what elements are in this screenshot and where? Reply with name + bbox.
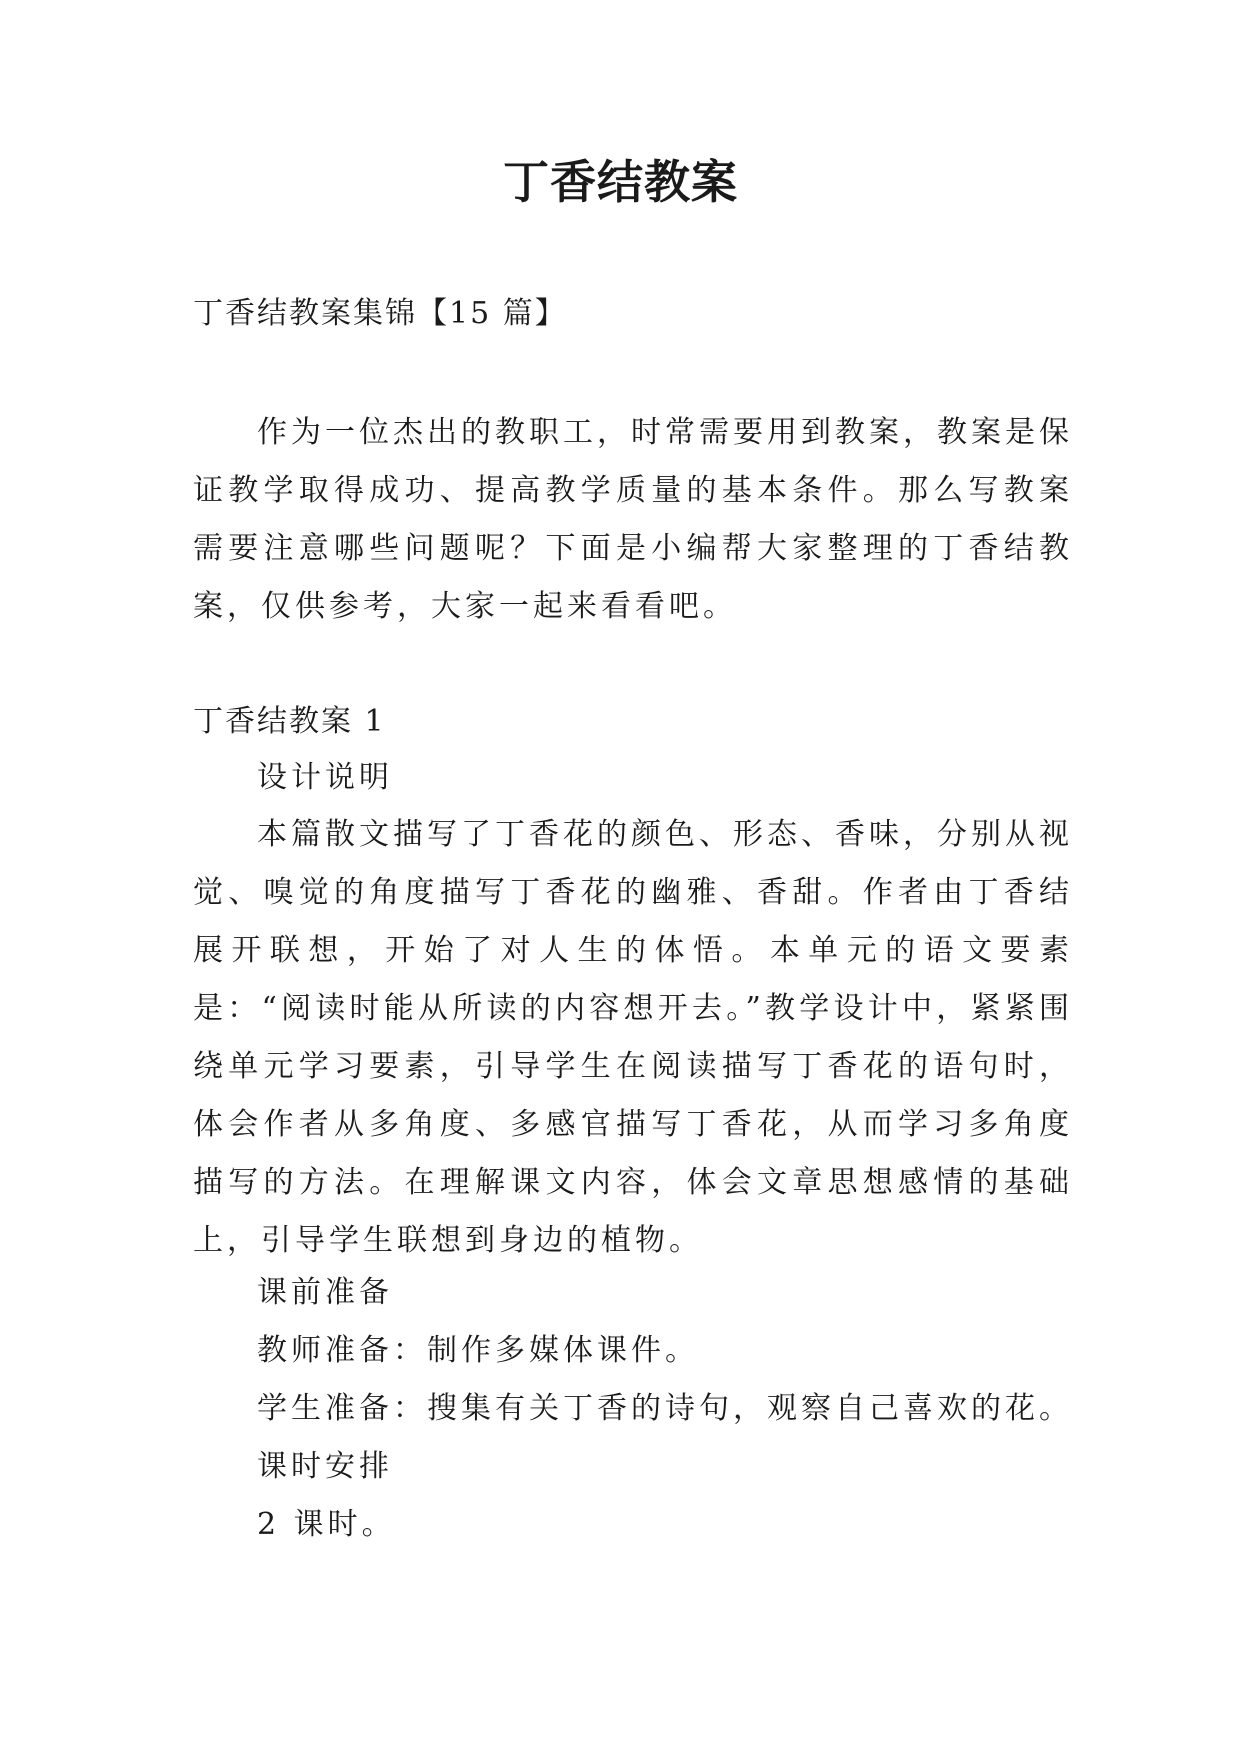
document-subtitle: 丁香结教案集锦【15 篇】 bbox=[193, 296, 567, 331]
document-title: 丁香结教案 bbox=[503, 155, 738, 209]
teacher-prep-line: 教师准备：制作多媒体课件。 bbox=[257, 1333, 699, 1368]
intro-paragraph: 作为一位杰出的教职工，时常需要用到教案，教案是保证教学取得成功、提高教学质量的基本条件。那么写教案需要注意哪些问题呢？下面是小编帮大家整理的丁香结教案，仅供参考，大家一起来看看吧。 bbox=[193, 415, 1073, 624]
design-paragraph: 本篇散文描写了丁香花的颜色、形态、香味，分别从视觉、嗅觉的角度描写丁香花的幽雅、香甜。作者由丁香结展开联想，开始了对人生的体悟。本单元的语文要素是：“阅读时能从所读的内容想开去。”教学设计中，紧紧围绕单元学习要素，引导学生在阅读描写丁香花的语句时，体会作者从多角度、多感官描写丁香花，从而学习多角度描写的方法。在理解课文内容，体会文章思想感情的基础上，引导学生联想到身边的植物。 bbox=[193, 817, 1073, 1258]
schedule-label: 课时安排 bbox=[257, 1449, 393, 1484]
design-label: 设计说明 bbox=[257, 760, 393, 795]
section-heading: 丁香结教案 1 bbox=[193, 704, 386, 739]
prep-label: 课前准备 bbox=[257, 1275, 393, 1310]
schedule-value: 2 课时。 bbox=[257, 1507, 396, 1542]
student-prep-line: 学生准备：搜集有关丁香的诗句，观察自己喜欢的花。 bbox=[257, 1391, 1073, 1426]
